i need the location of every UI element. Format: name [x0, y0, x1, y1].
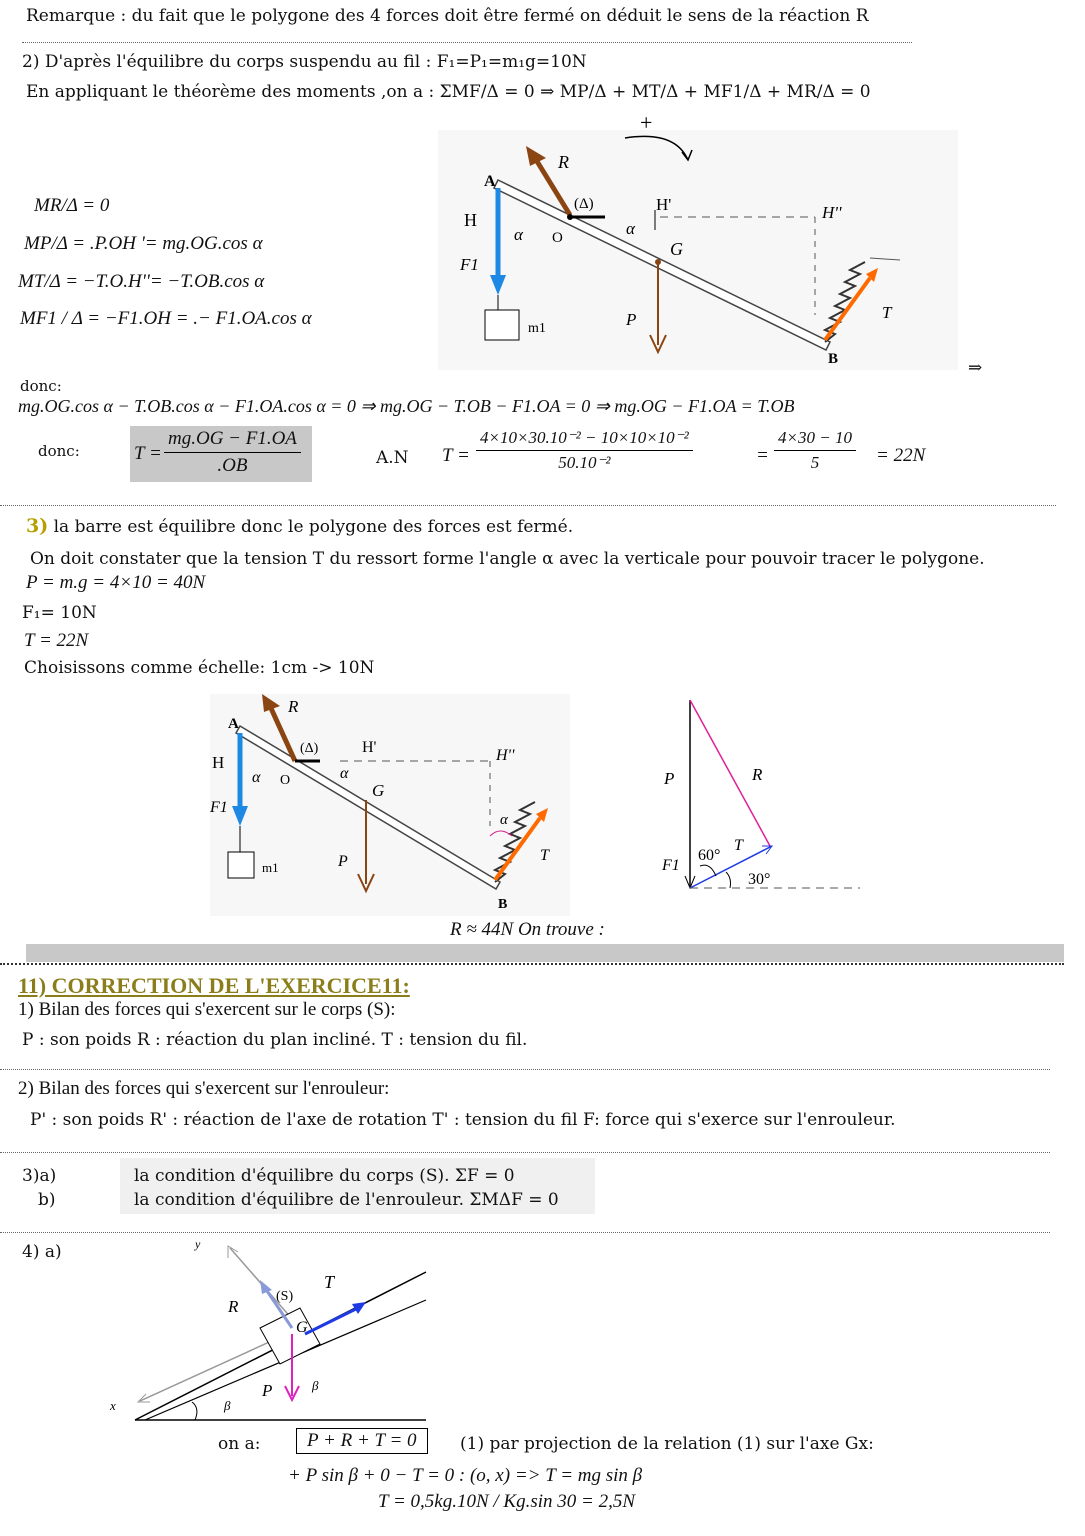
scale-text: Choisissons comme échelle: 1cm -> 10N — [24, 658, 375, 678]
svg-text:P: P — [338, 853, 348, 870]
svg-text:β: β — [224, 1398, 231, 1413]
an-frac-2 — [774, 428, 856, 473]
q2-text: 2) Bilan des forces qui s'exercent sur l'enrouleur: — [18, 1078, 390, 1099]
svg-text:R: R — [558, 152, 569, 172]
an-den-1: 50.10⁻² — [558, 453, 611, 472]
force-t-arrow — [305, 1308, 358, 1334]
t-formula-den: .OB — [217, 455, 248, 476]
q4-label: 4) a) — [22, 1242, 62, 1262]
svg-text:B: B — [498, 897, 508, 912]
equals-sign: = — [756, 445, 769, 466]
long-equation: mg.OG.cos α − T.OB.cos α − F1.OA.cos α = 0 ⇒ mg.OG − T.OB − F1.OA = 0 ⇒ mg.OG − F1.OA = T.OB — [18, 396, 795, 416]
svg-text:H'': H'' — [496, 747, 515, 764]
svg-text:m1: m1 — [262, 860, 279, 875]
q1-text: 1) Bilan des forces qui s'exercent sur le corps (S): — [18, 999, 396, 1020]
divider — [0, 1232, 1050, 1233]
svg-text:R: R — [752, 765, 763, 784]
svg-text:O: O — [280, 773, 291, 788]
figure-bar-repeat — [200, 686, 580, 916]
on-a-label: on a: — [218, 1434, 261, 1454]
an-result: = 22N — [876, 445, 926, 466]
divider — [0, 963, 1064, 965]
svg-text:R: R — [228, 1297, 239, 1316]
divider — [0, 1152, 1050, 1153]
boxed-equation: P + R + T = 0 — [296, 1428, 428, 1454]
figure-bar-spring — [430, 110, 990, 370]
eq-moment-p: MP/Δ = .P.OH '= mg.OG.cos α — [24, 233, 263, 254]
svg-text:(S): (S) — [276, 1289, 294, 1304]
projection-text: (1) par projection de la relation (1) sur l'axe Gx: — [460, 1434, 874, 1454]
final-result: T = 0,5kg.10N / Kg.sin 30 = 2,5N — [378, 1491, 636, 1512]
divider — [0, 505, 1056, 506]
svg-text:H': H' — [362, 739, 377, 756]
force-polygon — [650, 690, 870, 900]
svg-text:P: P — [626, 310, 637, 329]
svg-text:β: β — [312, 1378, 319, 1393]
svg-text:30°: 30° — [748, 871, 771, 888]
section3-number: 3) — [26, 515, 49, 537]
svg-text:A: A — [228, 716, 239, 732]
q3a-text: la condition d'équilibre du corps (S). ΣF = 0 — [134, 1166, 515, 1186]
implies-arrow: ⇒ — [968, 358, 983, 378]
svg-text:(Δ): (Δ) — [300, 741, 319, 756]
q2-forces: P' : son poids R' : réaction de l'axe de rotation T' : tension du fil F: force qui s'exerce sur l'enrouleur. — [30, 1110, 896, 1130]
svg-text:60°: 60° — [698, 847, 721, 864]
t-formula-num: mg.OG − F1.OA — [164, 428, 301, 453]
svg-text:H: H — [464, 210, 477, 230]
divider — [22, 42, 912, 43]
remark-text: Remarque : du fait que le polygone des 4 forces doit être fermé on déduit le sens de la réaction R — [26, 6, 869, 26]
svg-text:T: T — [324, 1272, 335, 1292]
svg-text:A: A — [484, 173, 496, 190]
projection-equation: + P sin β + 0 − T = 0 : (o, x) => T = mg sin β — [288, 1465, 643, 1486]
svg-text:F1: F1 — [662, 857, 680, 874]
item2-text: 2) D'après l'équilibre du corps suspendu au fil : F₁=P₁=m₁g=10N — [22, 52, 587, 72]
svg-text:(Δ): (Δ) — [574, 196, 594, 212]
svg-text:B: B — [828, 351, 839, 367]
svg-text:m1: m1 — [528, 321, 546, 336]
eq-moment-t: MT/Δ = −T.O.H''= −T.OB.cos α — [18, 271, 265, 292]
svg-text:G: G — [670, 239, 683, 259]
gray-separator — [26, 944, 1064, 962]
svg-text:O: O — [552, 230, 563, 246]
eq-moment-r: MR/Δ = 0 — [34, 195, 110, 216]
moments-intro: En appliquant le théorème des moments ,on a : ΣMF/Δ = 0 ⇒ MP/Δ + MT/Δ + MF1/Δ + MR/Δ = 0 — [26, 82, 871, 102]
svg-text:y: y — [195, 1237, 201, 1251]
t-formula — [164, 428, 301, 477]
q1-forces: P : son poids R : réaction du plan incliné. T : tension du fil. — [22, 1030, 528, 1050]
an-den-2: 5 — [810, 453, 820, 472]
an-frac-1 — [476, 428, 693, 473]
svg-text:P: P — [262, 1381, 273, 1400]
svg-text:R: R — [288, 697, 299, 716]
svg-text:α: α — [500, 812, 508, 828]
an-num-2: 4×30 − 10 — [774, 428, 856, 451]
svg-text:F1: F1 — [210, 799, 228, 816]
svg-text:α: α — [514, 225, 523, 244]
f1-value: F₁= 10N — [22, 603, 97, 623]
exercise11-title: 11) CORRECTION DE L'EXERCICE11: — [18, 973, 410, 998]
svg-text:T: T — [540, 847, 549, 864]
svg-text:T: T — [734, 837, 743, 854]
svg-text:α: α — [340, 765, 349, 782]
svg-text:F1: F1 — [460, 255, 479, 274]
svg-text:T: T — [882, 303, 892, 322]
svg-text:H: H — [212, 753, 225, 772]
t-lhs: T = — [134, 443, 162, 464]
svg-text:G: G — [296, 1319, 308, 1336]
plus-sign: + — [640, 110, 653, 135]
section3-line2: On doit constater que la tension T du ressort forme l'angle α avec la verticale pour pouvoir tracer le polygone. — [30, 549, 985, 569]
q3a-label: 3)a) — [22, 1166, 57, 1186]
svg-text:x: x — [110, 1398, 116, 1413]
body-s — [260, 1308, 320, 1364]
r-result: R ≈ 44N On trouve : — [450, 919, 605, 940]
q3b-label: b) — [38, 1190, 56, 1210]
p-equation: P = m.g = 4×10 = 40N — [26, 572, 206, 593]
section3-line1 — [26, 516, 573, 537]
svg-text:H': H' — [656, 195, 672, 214]
svg-text:α: α — [626, 219, 635, 238]
svg-text:P: P — [664, 769, 675, 788]
svg-text:H'': H'' — [822, 203, 842, 222]
an-label: A.N — [376, 448, 409, 468]
donc-label-1: donc: — [20, 377, 62, 395]
mass-m1 — [485, 310, 519, 340]
svg-text:α: α — [252, 769, 261, 786]
q3b-text: la condition d'équilibre de l'enrouleur. ΣMΔF = 0 — [134, 1190, 559, 1210]
svg-text:G: G — [372, 781, 385, 800]
divider — [0, 1069, 1050, 1070]
donc-label-2: donc: — [38, 442, 80, 460]
an-num-1: 4×10×30.10⁻² − 10×10×10⁻² — [476, 428, 693, 451]
section3-line1-text: la barre est équilibre donc le polygone des forces est fermé. — [48, 517, 574, 537]
eq-moment-f: MF1 / Δ = −F1.OH = .− F1.OA.cos α — [20, 308, 312, 329]
figure-incline — [100, 1236, 430, 1426]
an-lhs: T = — [442, 445, 470, 466]
t-value: T = 22N — [24, 630, 89, 651]
